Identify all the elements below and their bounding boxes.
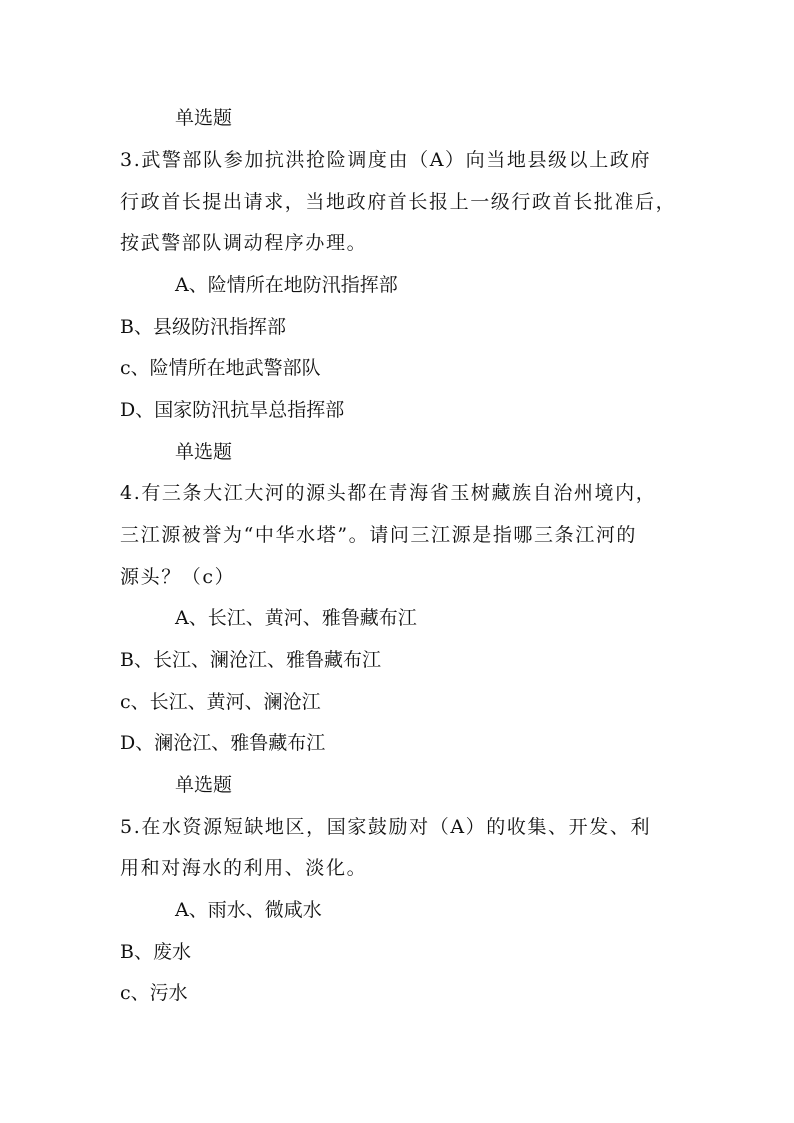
question-stem-line: 用和对海水的利用、淡化。: [120, 857, 368, 879]
question-type-label: 单选题: [175, 107, 233, 129]
option-c: c、险情所在地武警部队: [120, 357, 321, 379]
question-stem-line: 按武警部队调动程序办理。: [120, 232, 368, 254]
question-type-label: 单选题: [175, 441, 233, 463]
option-d: D、澜沧江、雅鲁藏布江: [120, 732, 326, 754]
option-b: B、县级防汛指挥部: [120, 316, 286, 338]
option-c: c、长江、黄河、澜沧江: [120, 691, 321, 713]
option-b: B、废水: [120, 941, 191, 963]
question-stem-line: 源头？（c）: [120, 566, 236, 588]
option-d: D、国家防汛抗旱总指挥部: [120, 399, 345, 421]
option-a: A、雨水、微咸水: [175, 899, 322, 921]
question-type-label: 单选题: [175, 774, 233, 796]
question-stem-line: 行政首长提出请求，当地政府首长报上一级行政首长批准后，: [120, 191, 677, 213]
option-b: B、长江、澜沧江、雅鲁藏布江: [120, 649, 381, 671]
option-a: A、长江、黄河、雅鲁藏布江: [175, 607, 417, 629]
question-stem-line: 5.在水资源短缺地区，国家鼓励对（A）的收集、开发、利: [120, 816, 652, 838]
question-stem-line: 三江源被誉为“中华水塔”。请问三江源是指哪三条江河的: [120, 524, 638, 546]
question-stem-line: 3.武警部队参加抗洪抢险调度由（A）向当地县级以上政府: [120, 149, 652, 171]
option-a: A、险情所在地防汛指挥部: [175, 274, 398, 296]
option-c: c、污水: [120, 982, 188, 1004]
question-stem-line: 4.有三条大江大河的源头都在青海省玉树藏族自治州境内，: [120, 482, 657, 504]
